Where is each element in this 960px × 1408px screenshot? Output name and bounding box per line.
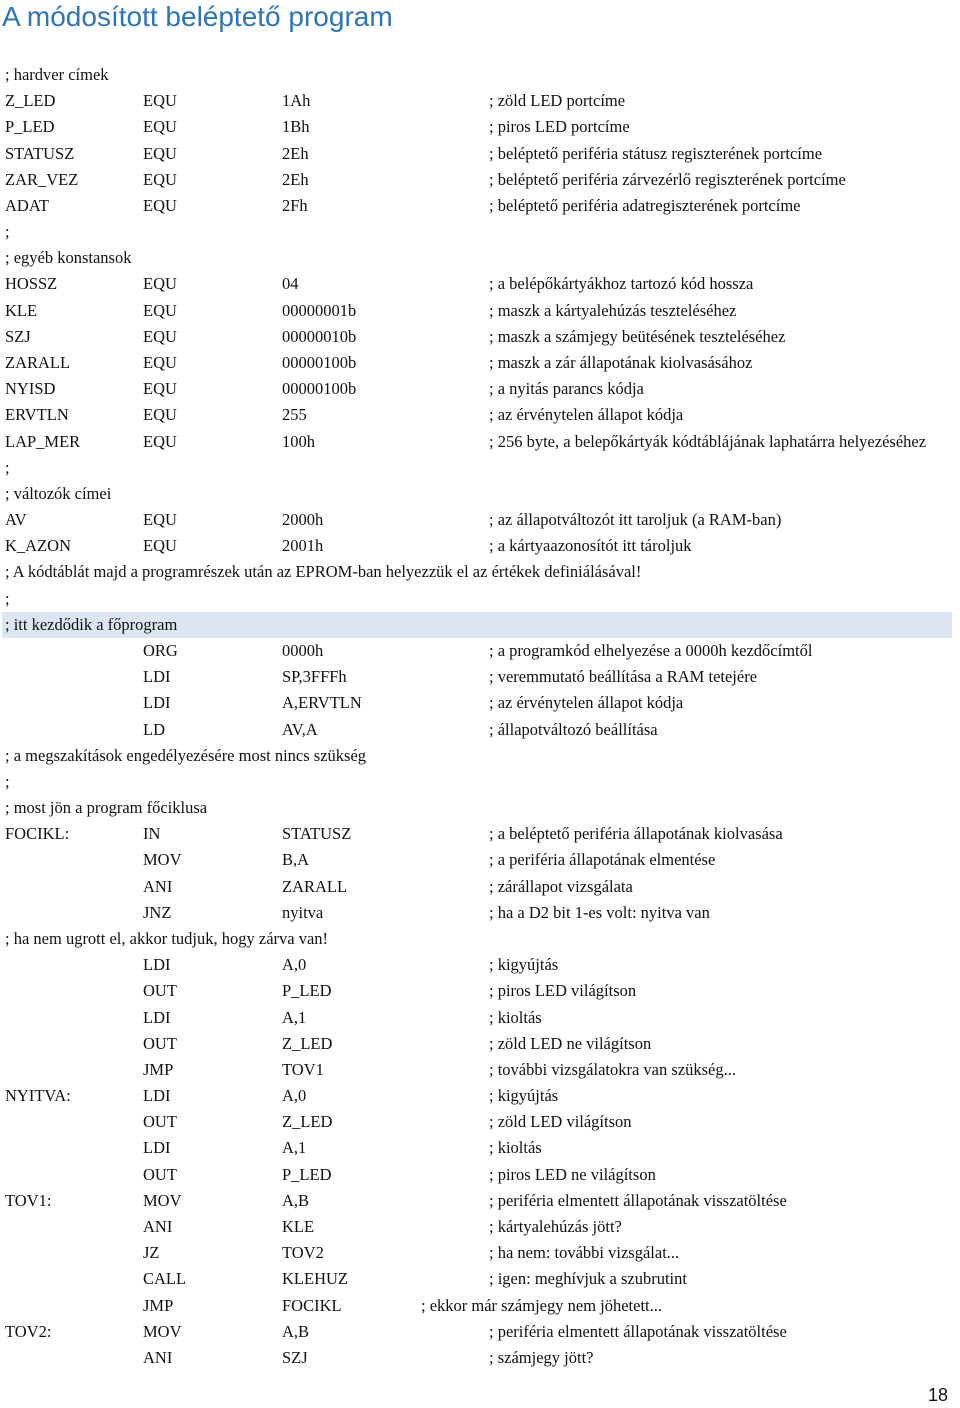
- mnemonic-column: EQU: [143, 143, 177, 163]
- code-line: [0, 795, 960, 821]
- label-column: K_AZON: [5, 536, 71, 556]
- operand-column: FOCIKL: [282, 1295, 342, 1315]
- operand-column: STATUSZ: [282, 824, 352, 844]
- mnemonic-column: JNZ: [143, 902, 172, 922]
- code-line: [0, 1293, 960, 1319]
- code-line: [0, 481, 960, 507]
- operand-column: ZARALL: [282, 876, 348, 896]
- mnemonic-column: ANI: [143, 1347, 173, 1367]
- operand-column: A,0: [282, 955, 307, 975]
- code-line: [0, 821, 960, 847]
- mnemonic-column: EQU: [143, 300, 177, 320]
- label-column: ; ha nem ugrott el, akkor tudjuk, hogy zárva van!: [5, 928, 329, 948]
- code-line: [0, 114, 960, 140]
- comment-column: ; ha nem: további vizsgálat...: [489, 1243, 680, 1263]
- comment-column: ; kártyalehúzás jött?: [489, 1216, 622, 1236]
- comment-column: ; maszk a zár állapotának kiolvasásához: [489, 353, 753, 372]
- operand-column: 00000010b: [282, 326, 357, 346]
- mnemonic-column: JMP: [143, 1059, 174, 1079]
- comment-column: ; kigyújtás: [489, 1086, 559, 1105]
- label-column: TOV1:: [5, 1190, 52, 1210]
- comment-column: ; zárállapot vizsgálata: [489, 876, 633, 896]
- operand-column: 2Eh: [282, 169, 309, 189]
- mnemonic-column: LDI: [143, 1007, 171, 1027]
- operand-column: 00000001b: [282, 300, 357, 320]
- mnemonic-column: EQU: [143, 274, 177, 294]
- code-line: [0, 167, 960, 193]
- label-column: ;: [5, 771, 10, 791]
- code-line: [0, 952, 960, 978]
- mnemonic-column: IN: [143, 824, 161, 844]
- code-line: [0, 1109, 960, 1135]
- label-column: STATUSZ: [5, 143, 75, 163]
- operand-column: Z_LED: [282, 1033, 333, 1053]
- label-column: NYITVA:: [5, 1086, 71, 1105]
- label-column: ; most jön a program főciklusa: [5, 798, 208, 817]
- operand-column: A,B: [282, 1321, 310, 1341]
- mnemonic-column: EQU: [143, 169, 177, 189]
- comment-column: ; a periféria állapotának elmentése: [489, 850, 716, 870]
- comment-column: ; beléptető periféria státusz regiszterének portcíme: [489, 143, 823, 163]
- operand-column: 100h: [282, 431, 315, 451]
- code-line: [0, 717, 960, 743]
- comment-column: ; a belépőkártyákhoz tartozó kód hossza: [489, 274, 754, 294]
- code-line: [0, 402, 960, 428]
- mnemonic-column: EQU: [143, 431, 177, 451]
- code-line: [0, 141, 960, 167]
- mnemonic-column: LDI: [143, 1086, 171, 1105]
- comment-column: ; állapotváltozó beállítása: [489, 719, 658, 739]
- operand-column: TOV1: [282, 1059, 324, 1079]
- comment-column: ; kigyújtás: [489, 955, 559, 975]
- operand-column: 2000h: [282, 510, 324, 530]
- mnemonic-column: EQU: [143, 195, 177, 215]
- mnemonic-column: MOV: [143, 850, 182, 870]
- comment-column: ; igen: meghívjuk a szubrutint: [489, 1269, 687, 1289]
- label-column: SZJ: [5, 326, 31, 346]
- comment-column: ; periféria elmentett állapotának visszatöltése: [489, 1321, 787, 1341]
- code-line: [0, 1083, 960, 1109]
- mnemonic-column: EQU: [143, 326, 177, 346]
- comment-column: ; zöld LED világítson: [489, 1112, 632, 1132]
- label-column: ZARALL: [5, 353, 71, 372]
- mnemonic-column: JZ: [143, 1243, 160, 1263]
- code-line: [0, 376, 960, 402]
- code-line: [0, 88, 960, 114]
- operand-column: 00000100b: [282, 379, 357, 399]
- comment-column: ; a nyitás parancs kódja: [489, 379, 644, 399]
- code-line: [0, 874, 960, 900]
- mnemonic-column: JMP: [143, 1295, 174, 1315]
- label-column: AV: [5, 510, 27, 530]
- label-column: TOV2:: [5, 1321, 52, 1341]
- label-column: ;: [5, 222, 10, 242]
- operand-column: A,ERVTLN: [282, 693, 362, 713]
- label-column: P_LED: [5, 117, 55, 137]
- comment-column: ; számjegy jött?: [489, 1347, 594, 1367]
- label-column: ZAR_VEZ: [5, 169, 79, 189]
- page-title: A módosított beléptető program: [2, 1, 393, 32]
- code-line: [0, 743, 960, 769]
- mnemonic-column: EQU: [143, 117, 177, 137]
- code-line: [0, 1162, 960, 1188]
- section-heading-line: [2, 612, 952, 638]
- mnemonic-column: EQU: [143, 379, 177, 399]
- label-column: FOCIKL:: [5, 824, 70, 844]
- code-line: [0, 559, 960, 585]
- code-line: [0, 455, 960, 481]
- comment-column: ; zöld LED portcíme: [489, 91, 626, 111]
- operand-column: A,1: [282, 1007, 307, 1027]
- code-line: [0, 1240, 960, 1266]
- page-number: 18: [927, 1385, 948, 1405]
- mnemonic-column: CALL: [143, 1269, 187, 1289]
- comment-column: ; kioltás: [489, 1138, 542, 1158]
- code-line: [0, 350, 960, 376]
- comment-column: ; piros LED világítson: [489, 981, 637, 1001]
- label-column: ADAT: [5, 195, 49, 215]
- code-line: [0, 429, 960, 455]
- code-line: [0, 1188, 960, 1214]
- code-line: [0, 1319, 960, 1345]
- mnemonic-column: OUT: [143, 1112, 177, 1132]
- operand-column: 2001h: [282, 536, 324, 556]
- comment-column: ; maszk a számjegy beütésének teszteléséhez: [489, 326, 786, 346]
- operand-column: A,B: [282, 1190, 310, 1210]
- code-line: [0, 900, 960, 926]
- code-line: [0, 664, 960, 690]
- comment-column: ; periféria elmentett állapotának visszatöltése: [489, 1190, 787, 1210]
- mnemonic-column: LD: [143, 719, 165, 739]
- mnemonic-column: MOV: [143, 1190, 182, 1210]
- code-line: [0, 1266, 960, 1292]
- code-line: [0, 1057, 960, 1083]
- operand-column: A,1: [282, 1138, 307, 1158]
- comment-column: ; piros LED ne világítson: [489, 1164, 656, 1184]
- comment-column: ; ha a D2 bit 1-es volt: nyitva van: [489, 902, 710, 922]
- comment-column: ; az érvénytelen állapot kódja: [489, 693, 684, 713]
- comment-column: ; az érvénytelen állapot kódja: [489, 405, 684, 425]
- operand-column: 00000100b: [282, 353, 357, 372]
- label-column: ; A kódtáblát majd a programrészek után az EPROM-ban helyezzük el az értékek definiálásával!: [5, 562, 642, 582]
- label-column: ERVTLN: [5, 405, 69, 425]
- code-line: [0, 1031, 960, 1057]
- code-line: [0, 978, 960, 1004]
- mnemonic-column: OUT: [143, 1033, 177, 1053]
- mnemonic-column: LDI: [143, 667, 171, 687]
- comment-column: ; további vizsgálatokra van szükség...: [489, 1059, 736, 1079]
- operand-column: P_LED: [282, 981, 332, 1001]
- operand-column: SZJ: [282, 1347, 308, 1367]
- label-column: KLE: [5, 300, 38, 320]
- comment-column: ; maszk a kártyalehúzás teszteléséhez: [489, 300, 737, 320]
- code-line: [0, 298, 960, 324]
- mnemonic-column: LDI: [143, 1138, 171, 1158]
- label-column: ; hardver címek: [5, 65, 109, 84]
- operand-column: A,0: [282, 1086, 307, 1105]
- mnemonic-column: OUT: [143, 1164, 177, 1184]
- code-line: [0, 847, 960, 873]
- code-line: [0, 219, 960, 245]
- operand-column: B,A: [282, 850, 310, 870]
- operand-column: KLE: [282, 1216, 315, 1236]
- operand-column: AV,A: [282, 719, 318, 739]
- operand-column: 0000h: [282, 641, 324, 660]
- code-line: [0, 271, 960, 297]
- mnemonic-column: EQU: [143, 353, 177, 372]
- mnemonic-column: EQU: [143, 536, 177, 556]
- comment-column: ; a programkód elhelyezése a 0000h kezdőcímtől: [489, 641, 813, 660]
- comment-column: ; ekkor már számjegy nem jöhetett...: [421, 1295, 663, 1315]
- operand-column: KLEHUZ: [282, 1269, 348, 1289]
- mnemonic-column: LDI: [143, 955, 171, 975]
- code-line: [0, 533, 960, 559]
- label-column: ; itt kezdődik a főprogram: [5, 614, 178, 634]
- label-column: HOSSZ: [5, 274, 58, 294]
- mnemonic-column: ANI: [143, 1216, 173, 1236]
- code-line: [0, 245, 960, 271]
- comment-column: ; veremmutató beállítása a RAM tetejére: [489, 667, 758, 687]
- label-column: ;: [5, 588, 10, 608]
- mnemonic-column: ANI: [143, 876, 173, 896]
- operand-column: 1Bh: [282, 117, 310, 137]
- comment-column: ; a beléptető periféria állapotának kiolvasása: [489, 824, 783, 844]
- label-column: ; egyéb konstansok: [5, 248, 132, 268]
- code-line: [0, 1005, 960, 1031]
- mnemonic-column: OUT: [143, 981, 177, 1001]
- mnemonic-column: MOV: [143, 1321, 182, 1341]
- code-line: [0, 193, 960, 219]
- operand-column: 2Fh: [282, 195, 308, 215]
- mnemonic-column: LDI: [143, 693, 171, 713]
- code-line: [0, 769, 960, 795]
- mnemonic-column: ORG: [143, 641, 178, 660]
- comment-column: ; a kártyaazonosítót itt tároljuk: [489, 536, 692, 556]
- code-line: [0, 1214, 960, 1240]
- comment-column: ; zöld LED ne világítson: [489, 1033, 652, 1053]
- code-line: [0, 690, 960, 716]
- label-column: LAP_MER: [5, 431, 81, 451]
- code-line: [0, 586, 960, 612]
- comment-column: ; beléptető periféria zárvezérlő regiszterének portcíme: [489, 169, 846, 189]
- comment-column: ; beléptető periféria adatregiszterének portcíme: [489, 195, 801, 215]
- operand-column: SP,3FFFh: [282, 667, 347, 687]
- comment-column: ; az állapotváltozót itt taroljuk (a RAM-ban): [489, 510, 782, 530]
- label-column: ;: [5, 457, 10, 477]
- code-line: [0, 62, 960, 88]
- comment-column: ; 256 byte, a belepőkártyák kódtáblájának laphatárra helyezéséhez: [489, 431, 927, 451]
- label-column: ; a megszakítások engedélyezésére most nincs szükség: [5, 745, 367, 765]
- operand-column: Z_LED: [282, 1112, 333, 1132]
- operand-column: nyitva: [282, 902, 324, 922]
- operand-column: P_LED: [282, 1164, 332, 1184]
- code-line: [0, 926, 960, 952]
- label-column: Z_LED: [5, 91, 56, 111]
- mnemonic-column: EQU: [143, 405, 177, 425]
- comment-column: ; kioltás: [489, 1007, 542, 1027]
- code-line: [0, 507, 960, 533]
- operand-column: 2Eh: [282, 143, 309, 163]
- mnemonic-column: EQU: [143, 510, 177, 530]
- mnemonic-column: EQU: [143, 91, 177, 111]
- code-line: [0, 324, 960, 350]
- code-line: [0, 1345, 960, 1371]
- label-column: ; változók címei: [5, 483, 112, 503]
- operand-column: 1Ah: [282, 91, 311, 111]
- operand-column: 255: [282, 405, 307, 425]
- comment-column: ; piros LED portcíme: [489, 117, 630, 137]
- code-line: [0, 1135, 960, 1161]
- label-column: NYISD: [5, 379, 56, 399]
- code-line: [0, 638, 960, 664]
- operand-column: TOV2: [282, 1243, 324, 1263]
- operand-column: 04: [282, 274, 299, 294]
